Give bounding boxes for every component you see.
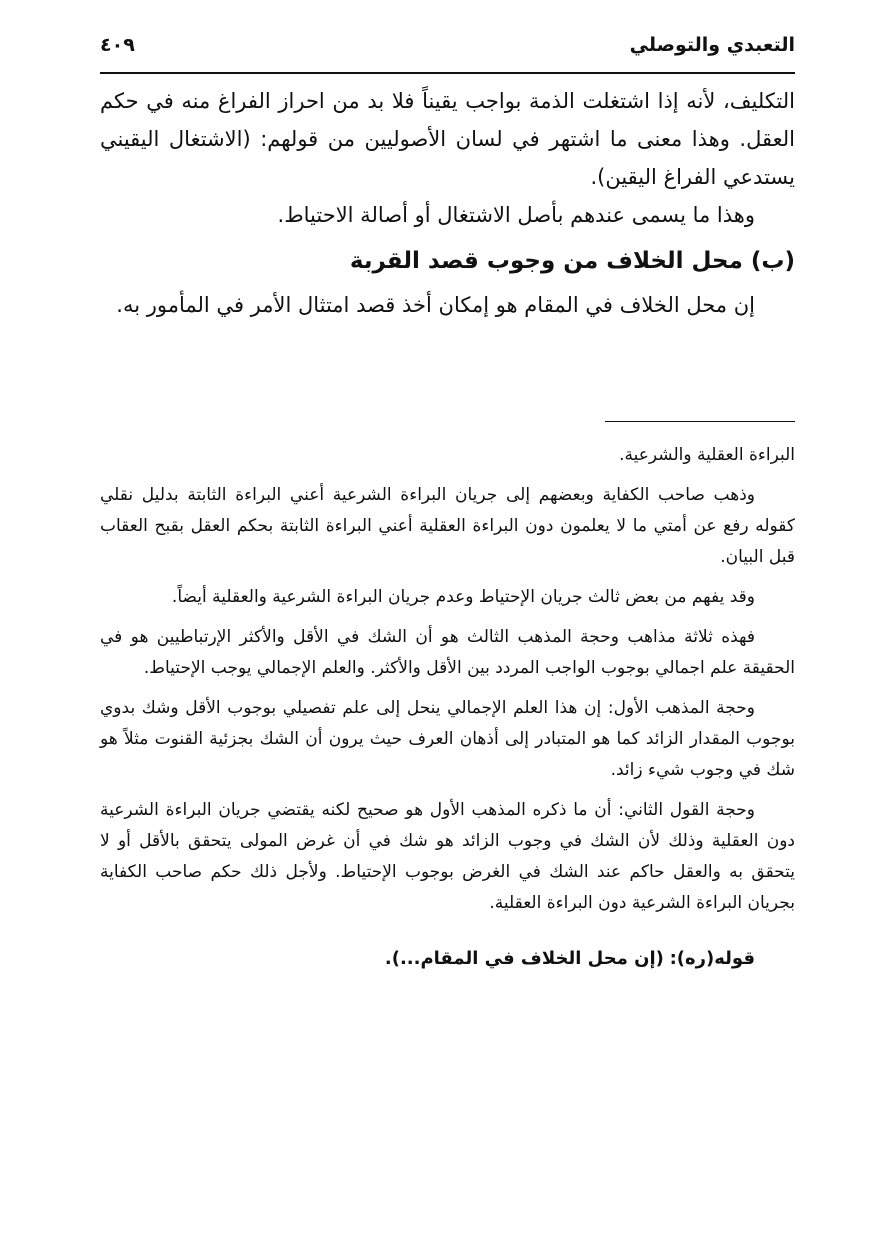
footnotes xyxy=(100,440,795,983)
footnote-paragraph: وقد يفهم من بعض ثالث جريان الإحتياط وعدم جريان البراءة الشرعية والعقلية أيضاً. xyxy=(171,587,755,607)
footnote-separator xyxy=(605,421,795,422)
footnote-paragraph: فهذه ثلاثة مذاهب وحجة المذهب الثالث هو أن الشك في الأقل والأكثر الإرتباطيين هو في الحقيقة علم اجمالي بوجوب الواجب المردد بين الأقل والأكثر. والعلم الإجمالي يوجب الإحتياط. xyxy=(100,627,795,678)
main-text xyxy=(100,82,795,324)
paragraph: وهذا ما يسمى عندهم بأصل الاشتغال أو أصالة الاحتياط. xyxy=(277,203,755,227)
page-number: ٤٠٩ xyxy=(100,34,135,56)
footnote-paragraph: وحجة المذهب الأول: إن هذا العلم الإجمالي ينحل إلى علم تفصيلي بوجوب الأقل وشك بدوي بوجوب المقدار الزائد كما هو المتبادر إلى أذهان العرف حيث يرون أن الشك بجزئية القنوت مثلاً هو شك في وجوب شيء زائد. xyxy=(100,698,795,780)
quote-label: قوله(ره): xyxy=(669,948,755,969)
paragraph: التكليف، لأنه إذا اشتغلت الذمة بواجب يقيناً فلا بد من احراز الفراغ منه في حكم العقل. وهذا معنى ما اشتهر في لسان الأصوليين من قولهم: (الاشتغال اليقيني يستدعي الفراغ اليقين). xyxy=(100,89,795,189)
quote-text: (إن محل الخلاف في المقام...). xyxy=(384,948,664,969)
footnote-paragraph: وذهب صاحب الكفاية وبعضهم إلى جريان البراءة الشرعية أعني البراءة الثابتة بدليل نقلي كقوله رفع عن أمتي ما لا يعلمون دون البراءة العقلية أعني البراءة الثابتة بحكم العقل بقبح العقاب قبل البيان. xyxy=(100,485,795,567)
section-heading: (ب) محل الخلاف من وجوب قصد القربة xyxy=(349,248,795,274)
commentary-quote xyxy=(100,943,795,974)
page-header xyxy=(100,28,795,74)
paragraph: إن محل الخلاف في المقام هو إمكان أخذ قصد امتثال الأمر في المأمور به. xyxy=(116,293,755,317)
footnote-paragraph: البراءة العقلية والشرعية. xyxy=(619,445,795,465)
running-title: التعبدي والتوصلي xyxy=(629,34,795,56)
footnote-paragraph: وحجة القول الثاني: أن ما ذكره المذهب الأول هو صحيح لكنه يقتضي جريان البراءة الشرعية دون العقلية وذلك لأن الشك في وجوب الزائد هو شك في أن غرض المولى يتحقق بالأقل أو لا يتحقق به والعقل حاكم عند الشك في الغرض بوجوب الإحتياط. ولأجل ذلك حكم صاحب الكفاية بجريان البراءة الشرعية دون البراءة العقلية. xyxy=(100,800,795,913)
